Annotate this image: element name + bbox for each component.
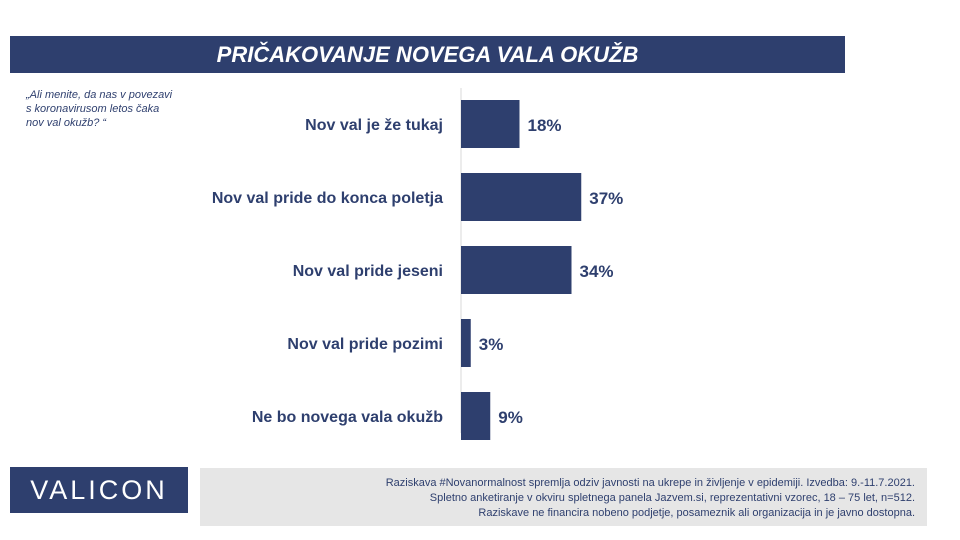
value-label-3: 34% [579, 262, 614, 281]
category-label-3: Nov val pride jeseni [292, 263, 443, 280]
bar-4 [461, 319, 471, 367]
footer-line-2: Spletno anketiranje v okviru spletnega panela Jazvem.si, reprezentativni vzorec, 18 – 75 let, n=512. [429, 492, 915, 504]
category-label-1: Nov val je že tukaj [305, 117, 443, 134]
category-label-5: Ne bo novega vala okužb [251, 409, 443, 426]
bar-5 [461, 392, 490, 440]
bar-2 [461, 173, 581, 221]
bar-1 [461, 100, 520, 148]
chart-title: PRIČAKOVANJE NOVEGA VALA OKUŽB [216, 42, 639, 67]
value-label-5: 9% [498, 408, 523, 427]
value-label-4: 3% [478, 335, 504, 354]
footer-line-3: Raziskave ne financira nobeno podjetje, posameznik ali organizacija in je javno dostopna. [478, 507, 915, 519]
value-label-2: 37% [589, 189, 624, 208]
valicon-logo: VALICON [30, 475, 168, 505]
category-label-4: Nov val pride pozimi [287, 336, 443, 353]
value-label-1: 18% [527, 116, 562, 135]
survey-question: „Ali menite, da nas v povezavi s koronavirusom letos čaka nov val okužb? “ [26, 89, 173, 129]
footer-line-1: Raziskava #Novanormalnost spremlja odziv javnosti na ukrepe in življenje v epidemiji. Izvedba: 9.-11.7.2021. [385, 477, 915, 489]
category-label-2: Nov val pride do konca poletja [211, 190, 443, 207]
bar-chart [0, 80, 700, 450]
bar-3 [461, 246, 572, 294]
